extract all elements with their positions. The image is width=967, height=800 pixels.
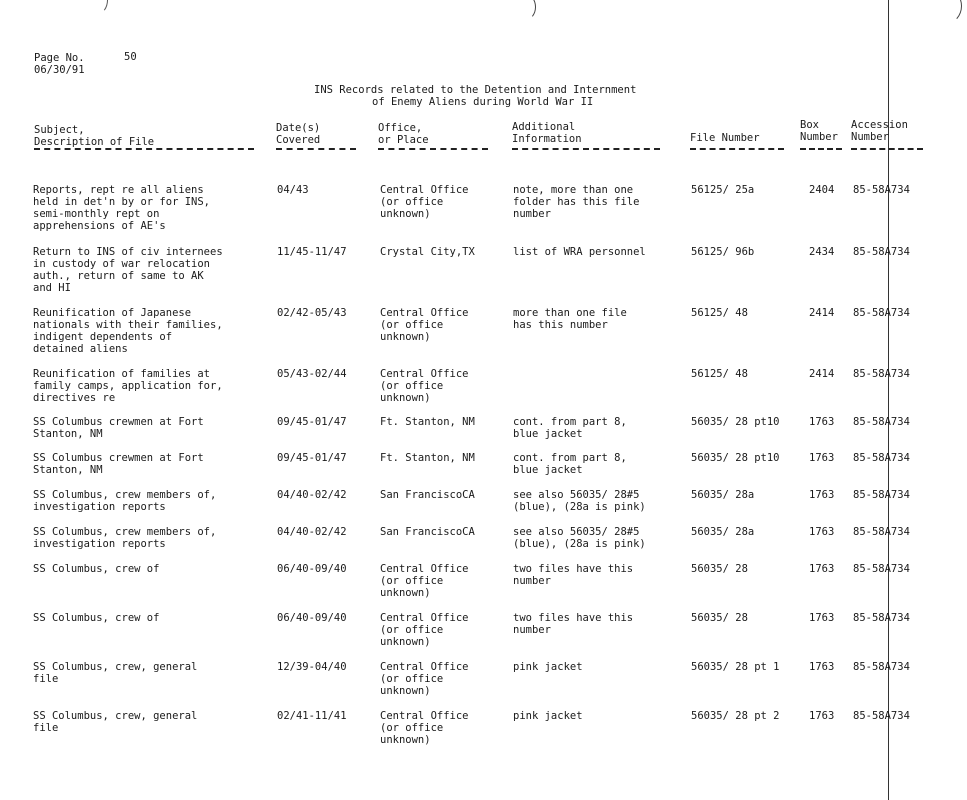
cell-subject: SS Columbus crewmen at Fort Stanton, NM xyxy=(33,416,204,440)
cell-box-number: 1763 xyxy=(809,489,835,501)
cell-box-number: 2414 xyxy=(809,368,835,380)
cell-accession-number: 85-58A734 xyxy=(853,489,910,501)
cell-file-number: 56035/ 28a xyxy=(691,489,755,501)
cell-info: see also 56035/ 28#5 (blue), (28a is pink) xyxy=(513,489,646,513)
header-rule-subject xyxy=(34,148,254,150)
header-rule-accession xyxy=(851,148,923,150)
cell-info: two files have this number xyxy=(513,612,634,636)
cell-box-number: 1763 xyxy=(809,563,835,575)
cell-office: Central Office (or office unknown) xyxy=(380,563,469,599)
cell-subject: SS Columbus, crew members of, investigation reports xyxy=(33,489,217,513)
cell-office: Central Office (or office unknown) xyxy=(380,661,469,697)
cell-box-number: 1763 xyxy=(809,452,835,464)
cell-box-number: 1763 xyxy=(809,416,835,428)
cell-file-number: 56035/ 28a xyxy=(691,526,755,538)
cell-box-number: 2404 xyxy=(809,184,835,196)
scan-mark-top-center xyxy=(516,0,536,20)
header-rule-office xyxy=(378,148,488,150)
cell-file-number: 56035/ 28 pt10 xyxy=(691,452,780,464)
cell-info: see also 56035/ 28#5 (blue), (28a is pink) xyxy=(513,526,646,550)
cell-office: Ft. Stanton, NM xyxy=(380,416,475,428)
cell-box-number: 1763 xyxy=(809,661,835,673)
col-header-info: Additional Information xyxy=(512,121,582,145)
cell-office: San FranciscoCA xyxy=(380,526,475,538)
cell-accession-number: 85-58A734 xyxy=(853,246,910,258)
scan-mark-top-right xyxy=(930,0,962,24)
cell-info: pink jacket xyxy=(513,710,583,722)
col-header-box: Box Number xyxy=(800,119,838,143)
cell-accession-number: 85-58A734 xyxy=(853,661,910,673)
cell-subject: Reunification of Japanese nationals with their families, indigent dependents of detained aliens xyxy=(33,307,223,355)
cell-box-number: 2414 xyxy=(809,307,835,319)
cell-accession-number: 85-58A734 xyxy=(853,184,910,196)
cell-subject: SS Columbus, crew of xyxy=(33,563,160,575)
cell-dates: 09/45-01/47 xyxy=(277,416,347,428)
cell-subject: SS Columbus, crew, general file xyxy=(33,661,198,685)
cell-file-number: 56125/ 48 xyxy=(691,368,748,380)
cell-file-number: 56125/ 25a xyxy=(691,184,755,196)
cell-subject: SS Columbus, crew of xyxy=(33,612,160,624)
cell-dates: 06/40-09/40 xyxy=(277,612,347,624)
cell-office: Central Office (or office unknown) xyxy=(380,368,469,404)
document-title: INS Records related to the Detention and Internment xyxy=(314,84,637,96)
cell-office: Central Office (or office unknown) xyxy=(380,307,469,343)
cell-accession-number: 85-58A734 xyxy=(853,526,910,538)
cell-dates: 02/41-11/41 xyxy=(277,710,347,722)
cell-file-number: 56125/ 48 xyxy=(691,307,748,319)
cell-dates: 04/40-02/42 xyxy=(277,489,347,501)
cell-accession-number: 85-58A734 xyxy=(853,612,910,624)
cell-info: more than one file has this number xyxy=(513,307,627,331)
cell-info: cont. from part 8, blue jacket xyxy=(513,416,627,440)
cell-accession-number: 85-58A734 xyxy=(853,416,910,428)
header-rule-box xyxy=(800,148,842,150)
cell-file-number: 56035/ 28 xyxy=(691,563,748,575)
col-header-dates: Date(s) Covered xyxy=(276,122,321,146)
cell-office: San FranciscoCA xyxy=(380,489,475,501)
cell-subject: Return to INS of civ internees in custody of war relocation auth., return of same to AK and HI xyxy=(33,246,223,294)
cell-subject: SS Columbus, crew, general file xyxy=(33,710,198,734)
cell-info: cont. from part 8, blue jacket xyxy=(513,452,627,476)
cell-dates: 05/43-02/44 xyxy=(277,368,347,380)
cell-accession-number: 85-58A734 xyxy=(853,307,910,319)
header-rule-file xyxy=(690,148,784,150)
cell-subject: SS Columbus crewmen at Fort Stanton, NM xyxy=(33,452,204,476)
col-header-accession: Accession Number xyxy=(851,119,908,143)
cell-dates: 04/43 xyxy=(277,184,309,196)
cell-accession-number: 85-58A734 xyxy=(853,563,910,575)
cell-box-number: 1763 xyxy=(809,526,835,538)
cell-file-number: 56035/ 28 pt10 xyxy=(691,416,780,428)
cell-dates: 09/45-01/47 xyxy=(277,452,347,464)
cell-subject: Reunification of families at family camps, application for, directives re xyxy=(33,368,223,404)
page-number: 50 xyxy=(124,51,137,63)
cell-dates: 04/40-02/42 xyxy=(277,526,347,538)
cell-info: two files have this number xyxy=(513,563,634,587)
header-rule-dates xyxy=(276,148,356,150)
cell-dates: 12/39-04/40 xyxy=(277,661,347,673)
document-subtitle: of Enemy Aliens during World War II xyxy=(372,96,594,108)
cell-accession-number: 85-58A734 xyxy=(853,710,910,722)
cell-office: Central Office (or office unknown) xyxy=(380,612,469,648)
cell-file-number: 56125/ 96b xyxy=(691,246,755,258)
cell-office: Central Office (or office unknown) xyxy=(380,710,469,746)
col-header-subject: Subject, Description of File xyxy=(34,124,155,148)
cell-file-number: 56035/ 28 pt 2 xyxy=(691,710,780,722)
page-label: Page No. xyxy=(34,52,85,64)
cell-subject: SS Columbus, crew members of, investigation reports xyxy=(33,526,217,550)
cell-box-number: 1763 xyxy=(809,612,835,624)
cell-box-number: 1763 xyxy=(809,710,835,722)
cell-office: Crystal City,TX xyxy=(380,246,475,258)
cell-office: Central Office (or office unknown) xyxy=(380,184,469,220)
cell-dates: 11/45-11/47 xyxy=(277,246,347,258)
page-date: 06/30/91 xyxy=(34,64,85,76)
cell-dates: 06/40-09/40 xyxy=(277,563,347,575)
cell-file-number: 56035/ 28 xyxy=(691,612,748,624)
cell-accession-number: 85-58A734 xyxy=(853,368,910,380)
col-header-file: File Number xyxy=(690,132,760,144)
cell-info: list of WRA personnel xyxy=(513,246,646,258)
cell-info: note, more than one folder has this file number xyxy=(513,184,640,220)
header-rule-info xyxy=(512,148,660,150)
cell-subject: Reports, rept re all aliens held in det'n by or for INS, semi-monthly rept on apprehensions of AE's xyxy=(33,184,211,232)
scan-mark-top-left xyxy=(88,0,108,14)
cell-accession-number: 85-58A734 xyxy=(853,452,910,464)
cell-dates: 02/42-05/43 xyxy=(277,307,347,319)
cell-file-number: 56035/ 28 pt 1 xyxy=(691,661,780,673)
cell-info: pink jacket xyxy=(513,661,583,673)
cell-office: Ft. Stanton, NM xyxy=(380,452,475,464)
cell-box-number: 2434 xyxy=(809,246,835,258)
col-header-office: Office, or Place xyxy=(378,122,429,146)
